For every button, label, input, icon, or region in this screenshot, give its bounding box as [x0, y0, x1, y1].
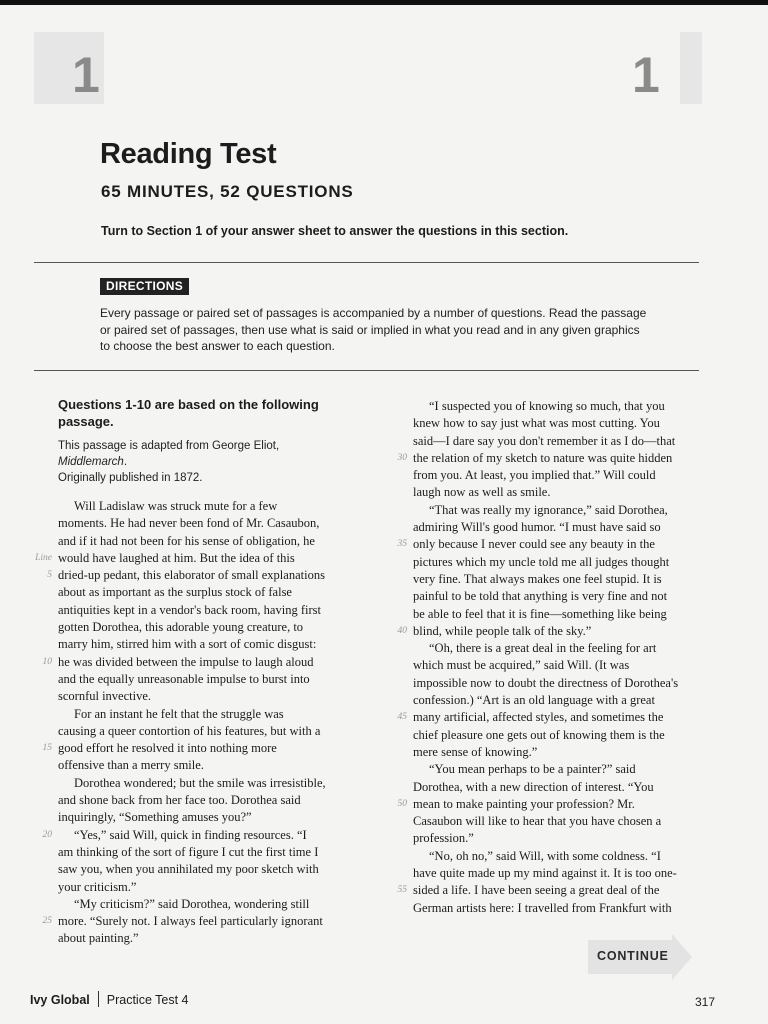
- passage-line-text: laugh now as well as smile.: [413, 485, 551, 500]
- passage-line: [58, 619, 338, 636]
- passage-line: [58, 515, 338, 532]
- passage-line-text: have quite made up my mind against it. It is too one-: [413, 866, 677, 881]
- passage-line-text: would have laughed at him. But the idea of this: [58, 550, 295, 565]
- passage-line: [58, 844, 338, 861]
- passage-line-text: saw you, when you annihilated my poor sketch with: [58, 862, 319, 877]
- passage-line-text: and shone back from her face too. Dorothea said: [58, 793, 301, 808]
- passage-line: [397, 536, 703, 553]
- divider-top: [34, 262, 699, 263]
- passage-line-text: only because I never could see any beauty in the: [413, 537, 655, 552]
- passage-line: [413, 727, 703, 744]
- line-number: 50: [397, 798, 407, 809]
- intro-line-2: Originally published in 1872.: [58, 472, 203, 484]
- line-number: 25: [42, 916, 52, 927]
- footer-separator: [98, 991, 99, 1007]
- section-instruction: Turn to Section 1 of your answer sheet to answer the questions in this section.: [101, 224, 569, 238]
- section-number-left: 1: [72, 47, 100, 103]
- passage-line-text: and the equally unreasonable impulse to burst into: [58, 671, 310, 686]
- passage-line: [58, 757, 338, 774]
- line-number: 10: [42, 656, 52, 667]
- passage-line-text: admiring Will's good humor. “I must have said so: [413, 520, 661, 535]
- footer-brand-line: [30, 991, 189, 1007]
- top-edge-line: [0, 0, 768, 5]
- passage-line-text: painful to be told that anything is very fine and not: [413, 589, 668, 604]
- passage-line: [397, 623, 703, 640]
- passage-line: [413, 606, 703, 623]
- page-number: 317: [695, 995, 716, 1009]
- passage-line-text: knew how to say just what was most cutting. You: [413, 416, 660, 431]
- intro-text-end: .: [123, 456, 128, 468]
- passage-line-text: “Oh, there is a great deal in the feeling for art: [429, 641, 657, 656]
- passage-line-text: Casaubon will like to hear that you have chosen a: [413, 814, 662, 829]
- passage-line: [58, 498, 338, 515]
- passage-line: [413, 830, 703, 847]
- passage-line-text: “Yes,” said Will, quick in finding resources. “I: [74, 827, 307, 842]
- passage-line: [397, 709, 703, 726]
- passage-line: [58, 584, 338, 601]
- passage-line: [413, 657, 703, 674]
- passage-line: [413, 415, 703, 432]
- passage-line-text: “My criticism?” said Dorothea, wondering still: [74, 896, 310, 911]
- page-title: Reading Test: [100, 138, 277, 170]
- passage-line-text: inquiringly, “Something amuses you?”: [58, 810, 252, 825]
- directions-line: to choose the best answer to each question.: [100, 339, 335, 353]
- passage-line: [58, 723, 338, 740]
- passage-line-text: about painting.”: [58, 931, 139, 946]
- passage-line: [58, 671, 338, 688]
- line-number: 45: [397, 712, 407, 723]
- footer-brand: Ivy Global: [30, 993, 90, 1007]
- section-tab-right: [680, 32, 702, 104]
- passage-line: [413, 744, 703, 761]
- passage-line-text: offensive than a merry smile.: [58, 758, 204, 773]
- passage-line-text: pictures which my uncle told me all judges thought: [413, 554, 670, 569]
- passage-line: [58, 930, 338, 947]
- passage-line: [58, 792, 338, 809]
- passage-line-text: Dorothea, with a new direction of interest. “You: [413, 779, 654, 794]
- passage-line: [58, 879, 338, 896]
- passage-line: [42, 913, 338, 930]
- passage-line: [58, 688, 338, 705]
- intro-line-1: [58, 438, 338, 470]
- passage-line-text: mean to make painting your profession? Mr.: [413, 796, 635, 811]
- continue-label: CONTINUE: [597, 949, 669, 963]
- passage-line-text: “I suspected you of knowing so much, that you: [429, 399, 665, 413]
- passage-line-text: be able to feel that it is fine—something like being: [413, 606, 667, 621]
- passage-line: [42, 654, 338, 671]
- passage-line: [397, 450, 703, 467]
- passage-line-text: he was divided between the impulse to laugh aloud: [58, 654, 314, 669]
- passage-line: [413, 433, 703, 450]
- passage-line: [58, 896, 338, 913]
- passage-line-text: scornful invective.: [58, 689, 152, 704]
- passage-line: [58, 809, 338, 826]
- passage-line: [58, 861, 338, 878]
- passage-line-text: good effort he resolved it into nothing more: [58, 741, 277, 756]
- passage-intro: [58, 438, 338, 486]
- passage-line: [413, 502, 703, 519]
- passage-line: [413, 848, 703, 865]
- passage-line: [35, 550, 338, 567]
- passage-line: [42, 827, 338, 844]
- passage-line-text: many artificial, affected styles, and sometimes the: [413, 710, 664, 725]
- passage-line: [413, 519, 703, 536]
- directions-line: or paired set of passages, then use what is said or implied in what you read and in any given graphics: [100, 322, 640, 337]
- line-number: 15: [42, 743, 52, 754]
- passage-line: [413, 813, 703, 830]
- passage-line-text: moments. He had never been fond of Mr. Casaubon,: [58, 516, 320, 531]
- passage-line: [413, 554, 703, 571]
- passage-line: [42, 740, 338, 757]
- passage-line: [413, 467, 703, 484]
- passage-line-text: said—I dare say you don't remember it as I do—that: [413, 433, 676, 448]
- passage-column-left: [35, 396, 338, 948]
- passage-line-text: blind, while people talk of the sky.”: [413, 623, 592, 638]
- passage-line-text: dried-up pedant, this elaborator of small explanations: [58, 568, 325, 583]
- line-number: 20: [42, 829, 52, 840]
- footer-test-name: Practice Test 4: [106, 993, 189, 1007]
- passage-line: [413, 398, 703, 415]
- passage-line: [58, 533, 338, 550]
- passage-line: [413, 588, 703, 605]
- passage-line-text: marry him, stirred him with a sort of comic disgust:: [58, 637, 317, 652]
- passage-line: [58, 775, 338, 792]
- passage-line-text: chief pleasure one gets out of knowing them is the: [413, 727, 665, 742]
- passage-line-text: and if it had not been for his sense of obligation, he: [58, 533, 315, 548]
- passage-line-text: antiquities kept in a vendor's back room, having first: [58, 602, 321, 617]
- line-number: 55: [397, 885, 407, 896]
- passage-line: [58, 602, 338, 619]
- passage-line: [397, 882, 703, 899]
- passage-line-text: causing a queer contortion of his features, but with a: [58, 723, 321, 738]
- passage-line-text: sided a life. I have been seeing a great deal of the: [413, 883, 660, 898]
- section-number-right: 1: [632, 47, 660, 103]
- passage-line-text: your criticism.”: [58, 879, 137, 894]
- continue-indicator: [588, 934, 692, 980]
- passage-line-text: which must be acquired,” said Will. (It was: [413, 658, 630, 673]
- passage-line: [413, 675, 703, 692]
- line-number: 30: [397, 452, 407, 463]
- divider-bottom: [34, 370, 699, 371]
- passage-line-text: gotten Dorothea, this adorable young creature, to: [58, 620, 304, 635]
- passage-line: [397, 796, 703, 813]
- passage-lines-right: [397, 398, 703, 917]
- directions-line: Every passage or paired set of passages is accompanied by a number of questions. Read the passage: [100, 306, 647, 320]
- passage-line: [413, 692, 703, 709]
- passage-line-text: German artists here: I travelled from Frankfurt with: [413, 900, 672, 915]
- line-number: 5: [47, 570, 52, 581]
- line-number: 35: [397, 539, 407, 550]
- passage-lines-left: [35, 498, 338, 948]
- passage-line-text: profession.”: [413, 831, 474, 846]
- passage-column-right: [397, 398, 703, 917]
- passage-line-text: about as important as the surplus stock of false: [58, 585, 292, 600]
- passage-line-text: from you. At least, you implied that.” Will could: [413, 468, 656, 483]
- passage-line-text: the relation of my sketch to nature was quite hidden: [413, 450, 673, 465]
- passage-line: [413, 900, 703, 917]
- passage-line: [413, 571, 703, 588]
- directions-text: [100, 305, 660, 355]
- passage-line: [413, 761, 703, 778]
- questions-header-line: Questions 1-10 are based on the following: [58, 397, 319, 412]
- passage-line-text: very fine. That always makes one feel stupid. It is: [413, 571, 662, 586]
- line-number: 40: [397, 625, 407, 636]
- intro-work-title: Middlemarch: [58, 456, 124, 468]
- passage-line-text: mere sense of knowing.”: [413, 744, 538, 759]
- intro-text: This passage is adapted from George Eliot,: [58, 440, 280, 452]
- passage-line-text: confession.) “Art is an old language with a great: [413, 693, 655, 708]
- passage-line: [413, 640, 703, 657]
- questions-header-line: passage.: [58, 414, 114, 429]
- passage-line-text: more. “Surely not. I always feel particularly ignorant: [58, 914, 323, 929]
- passage-line-text: For an instant he felt that the struggle was: [74, 706, 284, 721]
- questions-header: [58, 396, 338, 430]
- passage-line: [413, 779, 703, 796]
- passage-line-text: Will Ladislaw was struck mute for a few: [74, 499, 278, 513]
- passage-line: [58, 706, 338, 723]
- passage-line: [58, 636, 338, 653]
- directions-badge: DIRECTIONS: [100, 278, 189, 295]
- line-number: Line: [35, 552, 52, 563]
- page-subtitle: 65 MINUTES, 52 QUESTIONS: [101, 182, 354, 201]
- passage-line-text: “You mean perhaps to be a painter?” said: [429, 762, 636, 777]
- passage-line: [413, 865, 703, 882]
- passage-line-text: am thinking of the sort of figure I cut the first time I: [58, 844, 319, 859]
- passage-line: [413, 484, 703, 501]
- passage-line: [47, 567, 338, 584]
- passage-line-text: impossible now to doubt the directness of Dorothea's: [413, 675, 679, 690]
- passage-line-text: “That was really my ignorance,” said Dorothea,: [429, 502, 668, 517]
- passage-line-text: “No, oh no,” said Will, with some coldness. “I: [429, 848, 661, 863]
- passage-line-text: Dorothea wondered; but the smile was irresistible,: [74, 775, 326, 790]
